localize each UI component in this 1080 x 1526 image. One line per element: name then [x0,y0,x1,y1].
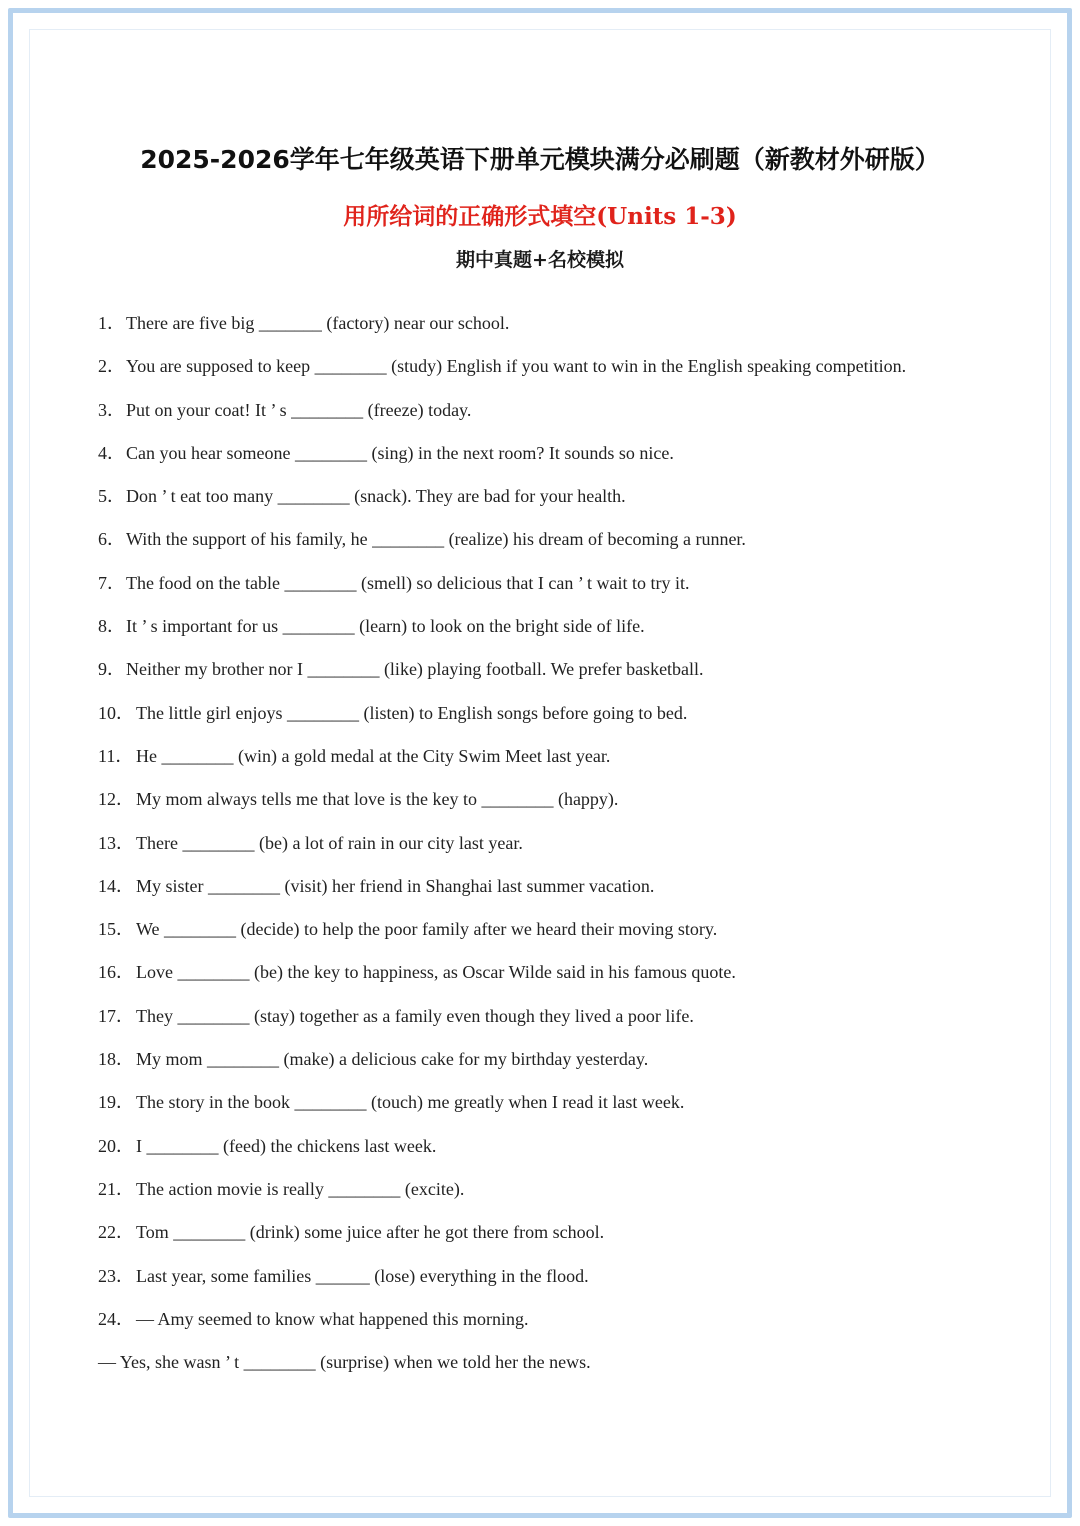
question-number: 2． [98,356,125,377]
question-item [98,1004,998,1047]
question-text: I ________ (feed) the chickens last week. [136,1135,437,1156]
question-item [98,571,998,614]
question-item [98,744,998,787]
question-item [98,1047,998,1090]
question-item [98,311,998,354]
question-number: 3． [98,399,125,420]
question-number: 19． [98,1092,134,1113]
question-text: The action movie is really ________ (excite). [136,1178,465,1199]
question-number: 24． [98,1308,134,1329]
question-number: 9． [98,659,125,680]
question-item [98,917,998,960]
question-item [98,1134,998,1177]
question-item [98,1177,998,1220]
worksheet-title: 2025-2026学年七年级英语下册单元模块满分必刷题（新教材外研版） [140,145,940,174]
question-item [98,657,998,700]
question-text: — Amy seemed to know what happened this morning. [136,1308,529,1329]
question-item [98,960,998,1003]
question-number: 17． [98,1005,134,1026]
question-number: 22． [98,1222,134,1243]
question-text: Tom ________ (drink) some juice after he got there from school. [136,1222,605,1243]
question-text: We ________ (decide) to help the poor family after we heard their moving story. [136,919,718,940]
question-number: 1． [98,313,125,333]
question-text: It ’ s important for us ________ (learn) to look on the bright side of life. [126,616,645,637]
question-number: 7． [98,572,125,593]
question-number: 6． [98,529,125,550]
question-list [98,311,998,1393]
question-item [98,354,998,397]
question-text: Neither my brother nor I ________ (like) playing football. We prefer basketball. [126,659,704,680]
question-item [98,441,998,484]
question-number: 15． [98,919,134,940]
question-text: My mom ________ (make) a delicious cake for my birthday yesterday. [136,1049,649,1070]
question-text: The story in the book ________ (touch) me greatly when I read it last week. [136,1092,685,1113]
question-number: 16． [98,962,134,983]
question-text: There ________ (be) a lot of rain in our city last year. [136,832,523,853]
question-text: He ________ (win) a gold medal at the City Swim Meet last year. [136,745,611,766]
question-text: The little girl enjoys ________ (listen) to English songs before going to bed. [136,702,688,723]
question-number: 21． [98,1178,134,1199]
question-text: Love ________ (be) the key to happiness, as Oscar Wilde said in his famous quote. [136,962,736,983]
question-item [98,398,998,441]
question-number: 10． [98,702,134,723]
question-item [98,614,998,657]
question-number: 4． [98,442,125,463]
question-item [98,787,998,830]
question-text: With the support of his family, he ________ (realize) his dream of becoming a runner. [126,529,746,550]
question-item [98,484,998,527]
question-number: 14． [98,875,134,896]
question-number: 13． [98,832,134,853]
question-text: Put on your coat! It ’ s ________ (freeze) today. [126,399,472,420]
question-number: 12． [98,789,134,810]
question-item [98,1220,998,1263]
question-number: 5． [98,486,125,507]
question-text: There are five big _______ (factory) near our school. [126,313,510,333]
question-text: Last year, some families ______ (lose) everything in the flood. [136,1265,589,1286]
question-number: 23． [98,1265,134,1286]
worksheet-tagline: 期中真题+名校模拟 [456,249,624,271]
question-item [98,831,998,874]
question-number: 11． [98,745,134,766]
question-text: Don ’ t eat too many ________ (snack). They are bad for your health. [126,486,626,507]
question-text: You are supposed to keep ________ (study) English if you want to win in the English speaking competition. [126,356,907,377]
question-item [98,527,998,570]
question-text: They ________ (stay) together as a family even though they lived a poor life. [136,1005,694,1026]
question-number: 8． [98,616,125,637]
question-item [98,1090,998,1133]
question-item [98,874,998,917]
question-text: My sister ________ (visit) her friend in Shanghai last summer vacation. [136,875,655,896]
question-number: 20． [98,1135,134,1156]
question-item [98,1264,998,1307]
question-number: 18． [98,1049,134,1070]
question-text: The food on the table ________ (smell) so delicious that I can ’ t wait to try it. [126,572,690,593]
worksheet-subtitle: 用所给词的正确形式填空(Units 1-3) [343,203,737,230]
question-continuation: — Yes, she wasn ’ t ________ (surprise) when we told her the news. [98,1352,591,1373]
question-text: My mom always tells me that love is the key to ________ (happy). [136,789,619,810]
question-item [98,1307,998,1350]
question-text: Can you hear someone ________ (sing) in the next room? It sounds so nice. [126,442,674,463]
question-item [98,701,998,744]
